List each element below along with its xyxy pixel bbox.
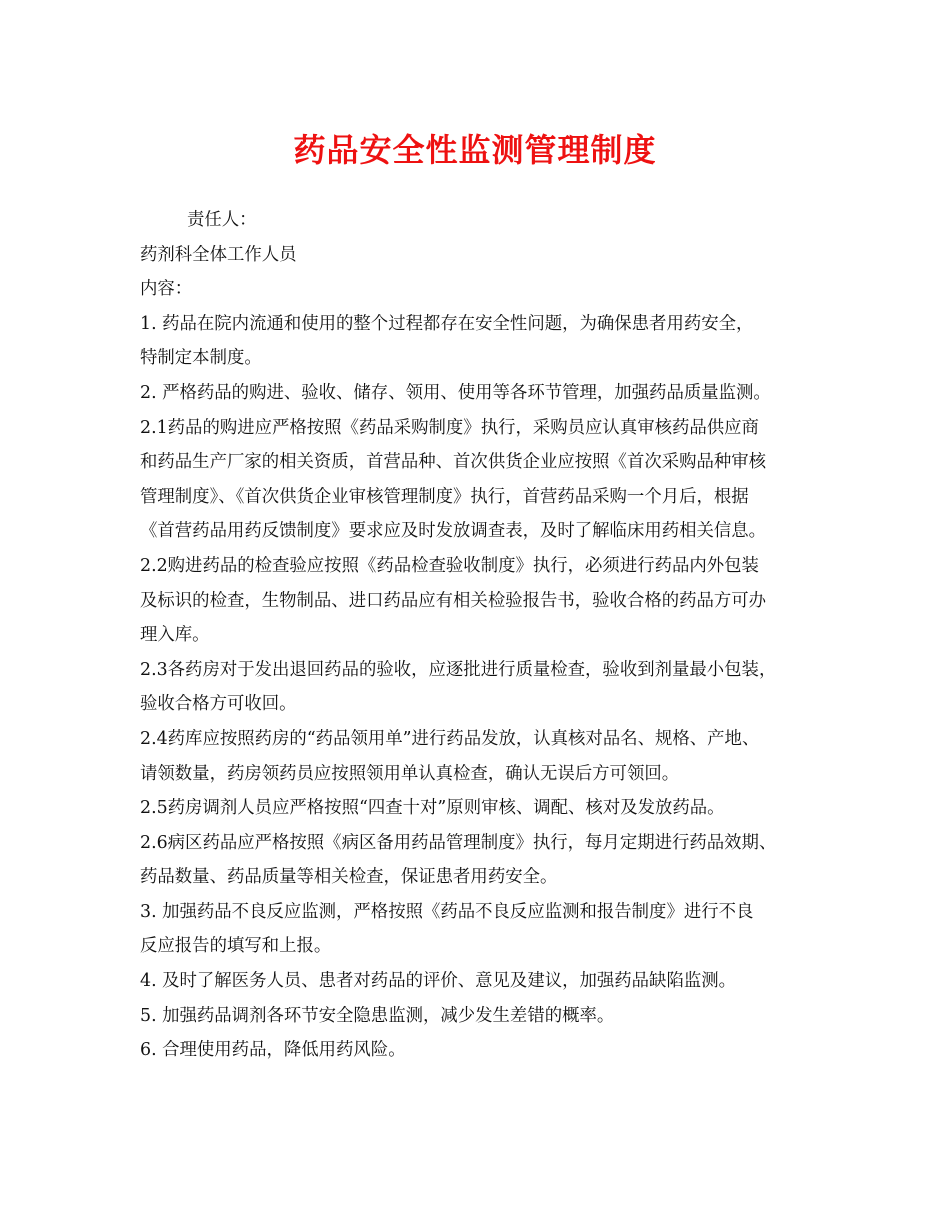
document-title: 药品安全性监测管理制度 xyxy=(293,131,657,169)
paragraph-line: 2.3各药房对于发出退回药品的验收，应逐批进行质量检查，验收到剂量最小包装， xyxy=(140,659,777,680)
paragraph-line: 2.6病区药品应严格按照《病区备用药品管理制度》执行，每月定期进行药品效期、 xyxy=(140,832,777,853)
paragraph-line: 特制定本制度。 xyxy=(140,348,262,369)
paragraph-line: 和药品生产厂家的相关资质，首营品种、首次供货企业应按照《首次采购品种审核 xyxy=(140,452,767,473)
paragraph-line: 2.1药品的购进应严格按照《药品采购制度》执行，采购员应认真审核药品供应商 xyxy=(140,417,759,438)
paragraph-line: 管理制度》、《首次供货企业审核管理制度》执行，首营药品采购一个月后，根据 xyxy=(140,486,749,507)
paragraph-line: 2. 严格药品的购进、验收、储存、领用、使用等各环节管理，加强药品质量监测。 xyxy=(140,382,771,403)
paragraph-line: 2.2购进药品的检查验应按照《药品检查验收制度》执行，必须进行药品内外包装 xyxy=(140,555,759,576)
responsible-person-value: 药剂科全体工作人员 xyxy=(140,244,297,265)
paragraph-line: 1. 药品在院内流通和使用的整个过程都存在安全性问题，为确保患者用药安全， xyxy=(140,313,754,334)
paragraph-line: 3. 加强药品不良反应监测，严格按照《药品不良反应监测和报告制度》进行不良 xyxy=(140,901,754,922)
paragraph-line: 及标识的检查，生物制品、进口药品应有相关检验报告书，验收合格的药品方可办 xyxy=(140,590,767,611)
paragraph-line: 5. 加强药品调剂各环节安全隐患监测，减少发生差错的概率。 xyxy=(140,1005,615,1026)
paragraph-line: 2.4药库应按照药房的“药品领用单”进行药品发放，认真核对品名、规格、产地、 xyxy=(140,728,760,749)
paragraph-line: 2.5药房调剂人员应严格按照“四查十对”原则审核、调配、核对及发放药品。 xyxy=(140,798,725,819)
paragraph-line: 药品数量、药品质量等相关检查，保证患者用药安全。 xyxy=(140,867,558,888)
paragraph-line: 请领数量，药房领药员应按照领用单认真检查，确认无误后方可领回。 xyxy=(140,763,680,784)
paragraph-line: 验收合格方可收回。 xyxy=(140,694,297,715)
paragraph-line: 4. 及时了解医务人员、患者对药品的评价、意见及建议，加强药品缺陷监测。 xyxy=(140,971,737,992)
document-body xyxy=(140,203,830,1068)
paragraph-line: 理入库。 xyxy=(140,625,210,646)
paragraph-line: 《首营药品用药反馈制度》要求应及时发放调查表，及时了解临床用药相关信息。 xyxy=(140,521,767,542)
content-label: 内容： xyxy=(140,279,193,300)
paragraph-line: 6. 合理使用药品，降低用药风险。 xyxy=(140,1040,406,1061)
paragraph-line: 反应报告的填写和上报。 xyxy=(140,936,332,957)
responsible-person-label: 责任人： xyxy=(187,210,257,230)
